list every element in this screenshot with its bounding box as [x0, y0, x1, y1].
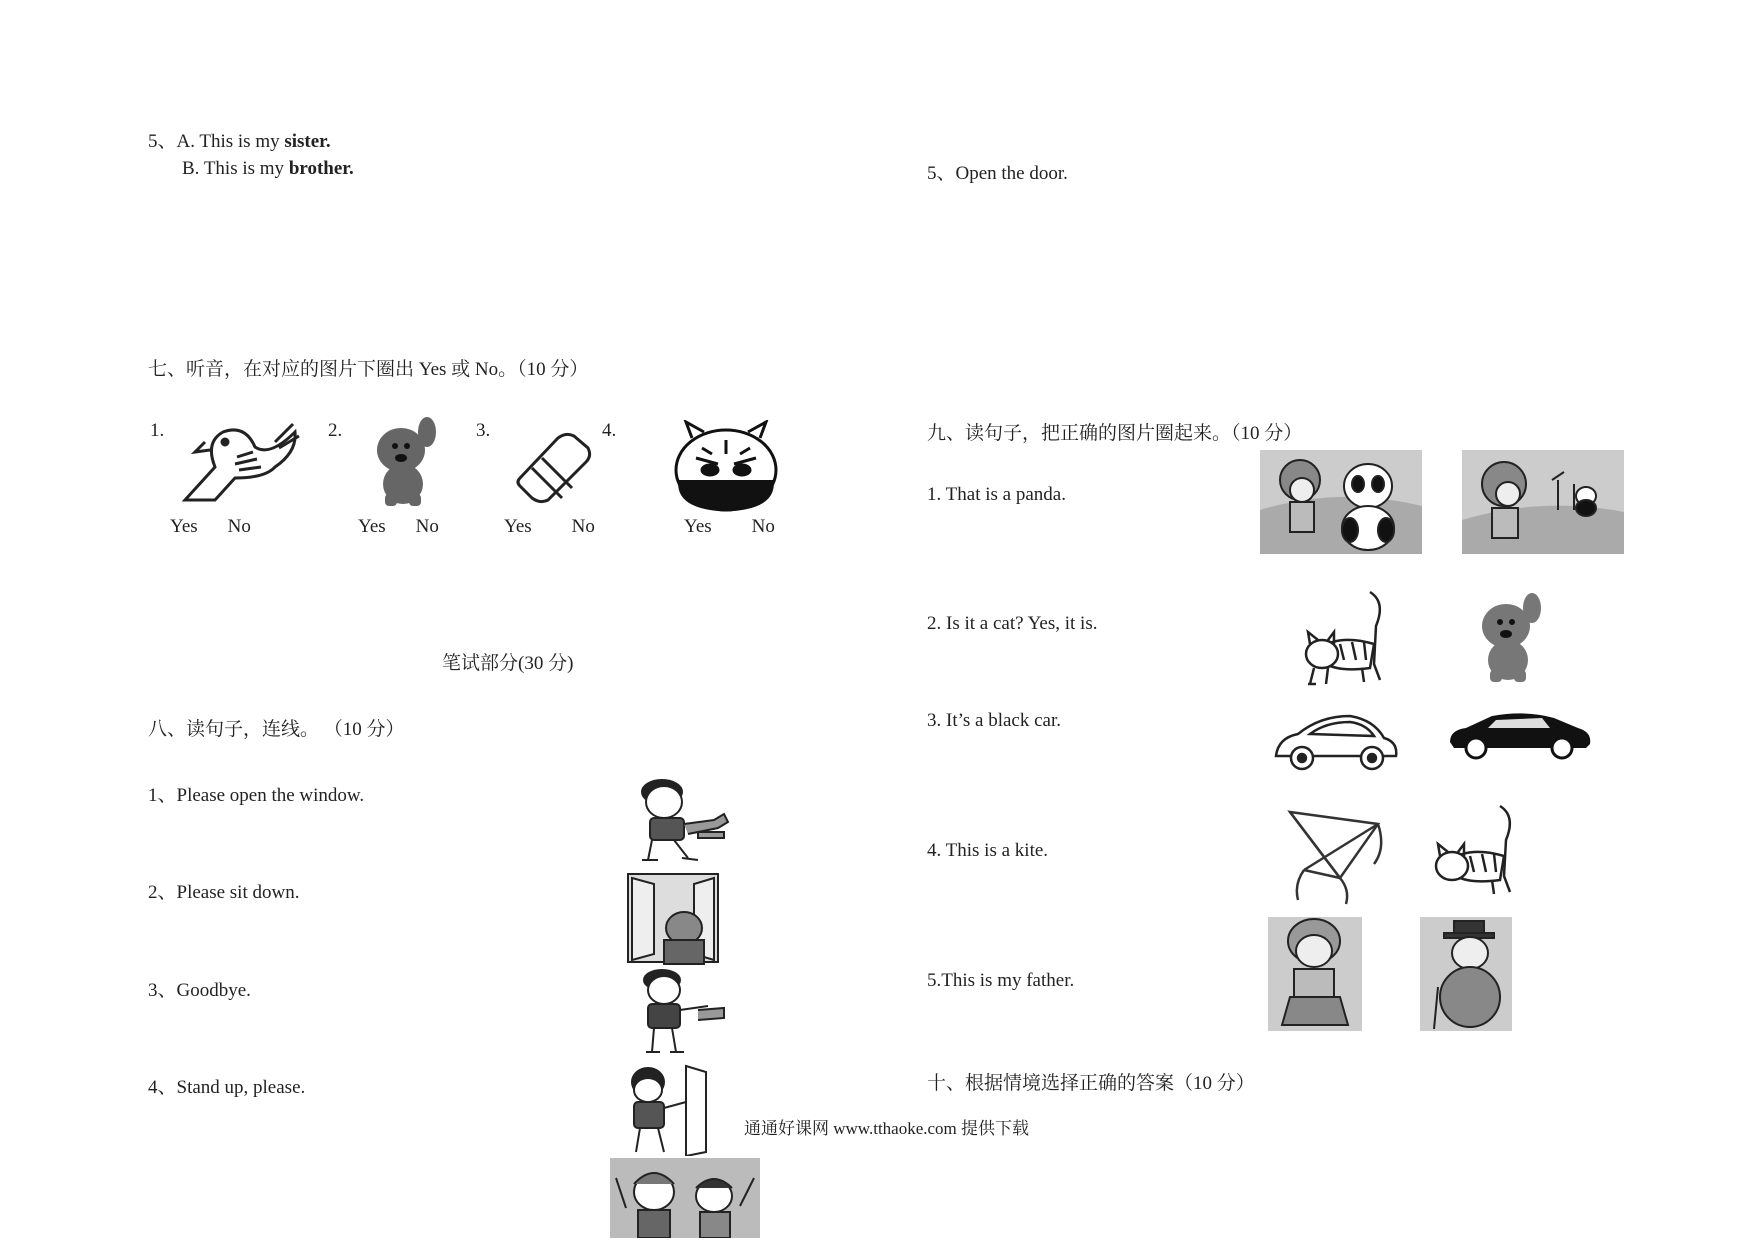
- s9-item-4: 4. This is a kite.: [927, 840, 1049, 861]
- left-q5-option-a: 5、A. This is my sister.: [148, 131, 331, 152]
- section-10-title: 十、根据情境选择正确的答案（10 分）: [927, 1073, 1255, 1094]
- section-8-title: 八、读句子，连线。 （10 分）: [148, 719, 405, 740]
- door-picture: [620, 1062, 712, 1156]
- s8-item-1: 1、Please open the window.: [148, 785, 365, 806]
- s8-item-3: 3、Goodbye.: [148, 980, 251, 1001]
- left-q5-option-b: B. This is my brother.: [182, 158, 354, 179]
- father-picture: [1420, 917, 1512, 1031]
- section-7-title: 七、听音，在对应的图片下圈出 Yes 或 No。（10 分）: [148, 359, 589, 380]
- kite-picture: [1280, 804, 1392, 906]
- white-car-picture: [1270, 712, 1402, 774]
- s9-item-2: 2. Is it a cat? Yes, it is.: [927, 613, 1098, 634]
- boy-sitting-down-picture: [628, 774, 736, 866]
- dog-icon: [365, 416, 443, 508]
- s7-item-4-number: 4.: [602, 420, 617, 441]
- s7-item-4-yes-no: Yes No: [684, 516, 775, 537]
- mother-picture: [1268, 917, 1362, 1031]
- opening-window-picture: [624, 870, 722, 966]
- s7-item-2-number: 2.: [328, 420, 343, 441]
- s7-item-1-yes-no: Yes No: [170, 516, 251, 537]
- dog-picture: [1470, 592, 1550, 684]
- s7-item-3-number: 3.: [476, 420, 491, 441]
- children-waving-goodbye-picture: [610, 1158, 760, 1238]
- s7-item-1-number: 1.: [150, 420, 165, 441]
- s7-item-3-yes-no: Yes No: [504, 516, 595, 537]
- right-q5: 5、Open the door.: [927, 163, 1068, 184]
- cat-picture-2: [1432, 802, 1522, 900]
- bird-icon: [175, 412, 303, 504]
- boy-standing-up-picture: [628, 966, 728, 1058]
- s7-item-2-yes-no: Yes No: [358, 516, 439, 537]
- black-car-picture: [1446, 710, 1594, 760]
- s9-item-3: 3. It’s a black car.: [927, 710, 1062, 731]
- s8-item-2: 2、Please sit down.: [148, 882, 300, 903]
- written-part-heading: 笔试部分(30 分): [442, 653, 574, 674]
- girl-with-big-panda-picture: [1260, 450, 1422, 554]
- footer-credit: 通通好课网 www.tthaoke.com 提供下载: [744, 1119, 1030, 1138]
- s8-item-4: 4、Stand up, please.: [148, 1077, 306, 1098]
- section-9-title: 九、读句子，把正确的图片圈起来。（10 分）: [927, 423, 1303, 444]
- cat-picture: [1300, 588, 1392, 688]
- tiger-icon: [672, 420, 780, 512]
- girl-with-far-panda-picture: [1462, 450, 1624, 554]
- s9-item-5: 5.This is my father.: [927, 970, 1075, 991]
- eraser-icon: [512, 426, 594, 506]
- s9-item-1: 1. That is a panda.: [927, 484, 1066, 505]
